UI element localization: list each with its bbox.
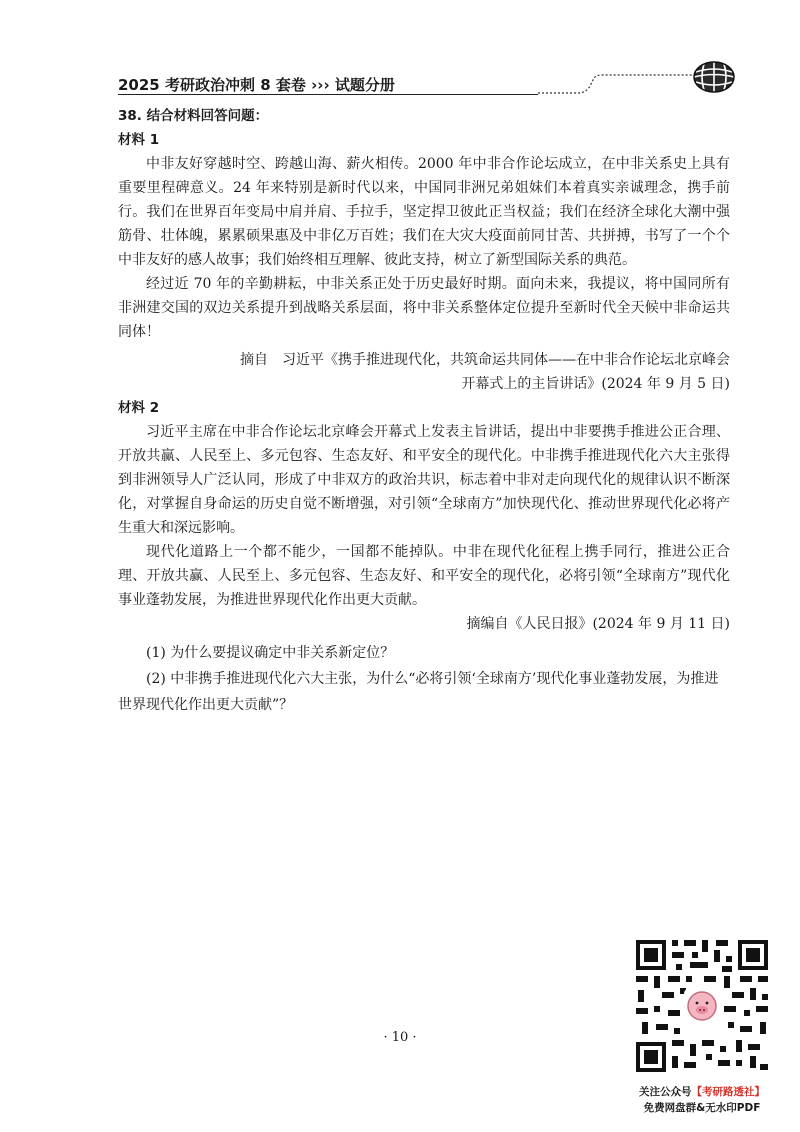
sub-question-1: (1) 为什么要提议确定中非关系新定位？ (146, 645, 395, 661)
globe-icon (692, 60, 736, 94)
qr-code-icon[interactable] (632, 936, 772, 1076)
qr-caption-brand: 【考研路透社】 (691, 1086, 765, 1098)
header-rule (118, 94, 538, 95)
material-1-source-line-1: 摘自 习近平《携手推进现代化，共筑命运共同体——在中非合作论坛北京峰会 (240, 352, 730, 368)
material-2-paragraph-2: 现代化道路上一个都不能少，一国都不能掉队。中非在现代化征程上携手同行，推进公正合理、开放共赢、人民至上、多元包容、生态友好、和平安全的现代化，必将引领“全球南方”现代化事业蓬勃发展，为推进世界现代化作出更大贡献。 (118, 544, 730, 608)
question-content (118, 104, 730, 718)
qr-caption-prefix: 关注公众号 (639, 1086, 692, 1098)
material-2-paragraph-1: 习近平主席在中非合作论坛北京峰会开幕式上发表主旨讲话，提出中非要携手推进公正合理、开放共赢、人民至上、多元包容、生态友好、和平安全的现代化。中非携手推进现代化六大主张得到非洲领导人广泛认同，形成了中非双方的政治共识，标志着中非对走向现代化的规律认识不断深化，对掌握自身命运的历史自觉不断增强，对引领“全球南方”加快现代化、推动世界现代化必将产生重大和深远影响。 (118, 424, 730, 536)
page-header (118, 60, 738, 94)
header-title: 2025 考研政治冲刺 8 套卷 ››› 试题分册 (118, 76, 395, 94)
page-number: · 10 · (383, 1030, 417, 1045)
question-heading: 38. 结合材料回答问题： (118, 108, 269, 124)
header-dashed-curve (538, 74, 698, 94)
material-1-title: 材料 1 (118, 132, 160, 148)
sub-question-2: (2) 中非携手推进现代化六大主张，为什么“必将引领‘全球南方’现代化事业蓬勃发展，为推进世界现代化作出更大贡献”？ (118, 671, 719, 713)
qr-caption (612, 1084, 792, 1116)
material-1-paragraph-1: 中非友好穿越时空、跨越山海、薪火相传。2000 年中非合作论坛成立，在中非关系史上具有重要里程碑意义。24 年来特别是新时代以来，中国同非洲兄弟姐妹们本着真实亲诚理念，携手前行。我们在世界百年变局中肩并肩、手拉手，坚定捍卫彼此正当权益；我们在经济全球化大潮中强筋骨、壮体魄，累累硕果惠及中非亿万百姓；我们在大灾大疫面前同甘苦、共拼搏，书写了一个个中非友好的感人故事；我们始终相互理解、彼此支持，树立了新型国际关系的典范。 (118, 156, 730, 268)
qr-caption-line-2: 免费网盘群&无水印PDF (643, 1102, 761, 1114)
material-2-source: 摘编自《人民日报》(2024 年 9 月 11 日) (466, 616, 730, 632)
material-2-title: 材料 2 (118, 400, 160, 416)
material-1-source-line-2: 开幕式上的主旨讲话》(2024 年 9 月 5 日) (461, 376, 730, 392)
material-1-paragraph-2: 经过近 70 年的辛勤耕耘，中非关系正处于历史最好时期。面向未来，我提议，将中国同所有非洲建交国的双边关系提升到战略关系层面，将中非关系整体定位提升至新时代全天候中非命运共同体！ (118, 276, 730, 340)
